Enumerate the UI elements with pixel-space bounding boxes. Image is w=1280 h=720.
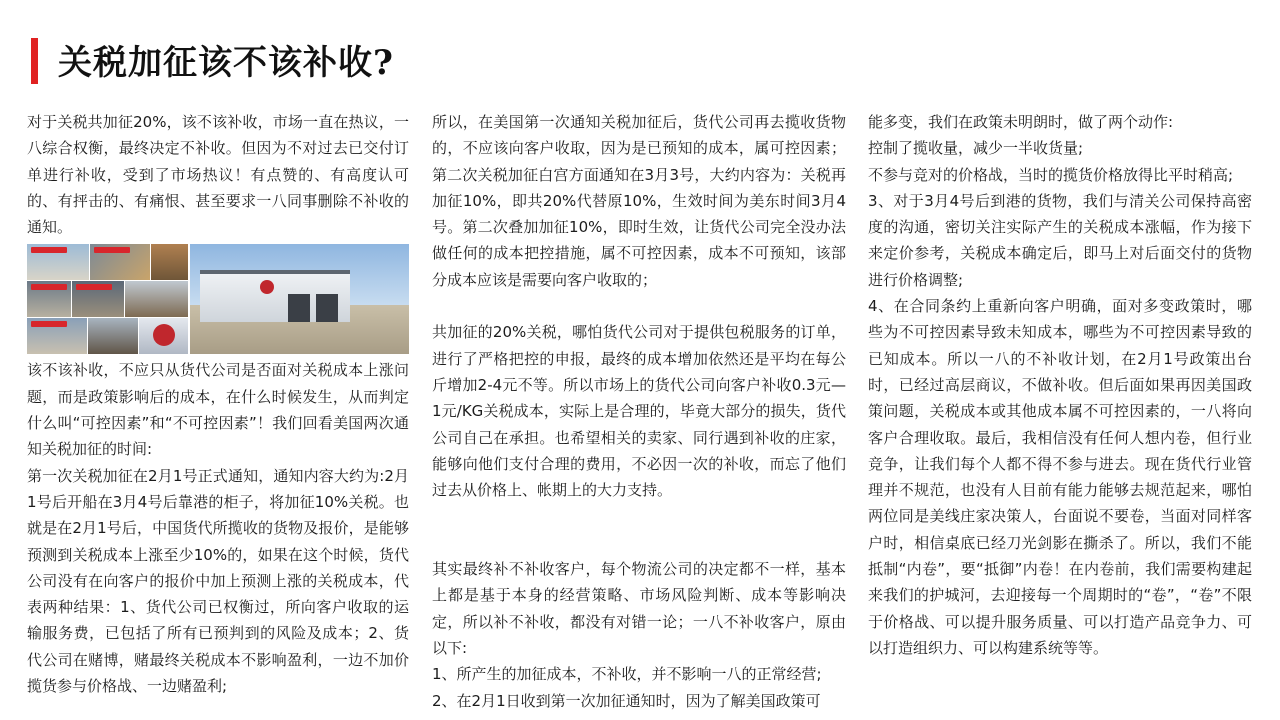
title-accent-bar xyxy=(31,38,38,84)
company-logo-icon xyxy=(153,324,175,346)
article-column-1 xyxy=(27,109,409,720)
warehouse-exterior-photo xyxy=(190,244,409,354)
photo-label-tag xyxy=(31,321,67,327)
photo-tile xyxy=(72,281,124,317)
paragraph: 控制了揽收量，减少一半收货量; xyxy=(868,139,1084,158)
photo-tile xyxy=(27,244,89,280)
photo-tile xyxy=(90,244,150,280)
photo-tile xyxy=(27,318,87,354)
article-column-3 xyxy=(868,109,1252,720)
paragraph: 其实最终补不补收客户，每个物流公司的决定都不一样，基本上都是基于本身的经营策略、市场风险判断、成本等影响决定，所以补不补收，都没有对错一论；一八不补收客户，原由以下: xyxy=(432,560,846,657)
photo-label-tag xyxy=(31,247,67,253)
article-column-2 xyxy=(432,109,846,720)
photo-tile xyxy=(151,244,188,280)
paragraph: 该不该补收，不应只从货代公司是否面对关税成本上涨问题，而是政策影响后的成本，在什么时候发生，从而判定什么叫“可控因素”和“不可控因素”！我们回看美国两次通知关税加征的时间: xyxy=(27,361,409,459)
paragraph: 所以，在美国第一次通知关税加征后，货代公司再去揽收货物的，不应该向客户收取，因为是已预知的成本，属可控因素；第二次关税加征白宫方面通知在3月3号，大约内容为：关税再加征10%，即共20%代替原10%，生效时间为美东时间3月4号。第二次叠加加征10%，即时生效，让货代公司完全没办法做任何的成本把控措施，属不可控因素，成本不可预知，该部分成本应该是需要向客户收取的； xyxy=(432,113,846,289)
photo-label-tag xyxy=(31,284,67,290)
paragraph: 3、对于3月4号后到港的货物，我们与清关公司保持高密度的沟通，密切关注实际产生的关税成本涨幅，作为接下来定价参考，关税成本确定后，即马上对后面交付的货物进行价格调整; xyxy=(868,191,1252,289)
loading-door xyxy=(316,294,338,322)
paragraph: 第一次关税加征在2月1号正式通知，通知内容大约为:2月1号后开船在3月4号后靠港的柜子，将加征10%关税。也就是在2月1号后，中国货代所揽收的货物及报价，是能够预测到关税成本上涨至少10%的，如果在这个时候，货代公司没有在向客户的报价中加上预测上涨的关税成本，代表两种结果：1、货代公司已权衡过，所向客户收取的运输服务费，已包括了所有已预判到的风险及成本；2、货代公司在赌博，赌最终关税成本不影响盈利，一边不加价揽货参与价格战、一边赌盈利; xyxy=(27,466,409,696)
photo-tile xyxy=(88,318,138,354)
photo-tile xyxy=(27,281,71,317)
page-title: 关税加征该不该补收? xyxy=(58,43,394,83)
photo-tile xyxy=(139,318,188,354)
warehouse-photo-collage xyxy=(27,244,409,354)
photo-label-tag xyxy=(94,247,130,253)
paragraph: 能多变，我们在政策未明朗时，做了两个动作: xyxy=(868,113,1174,131)
paragraph: 对于关税共加征20%，该不该补收，市场一直在热议，一八综合权衡，最终决定不补收。但因为不对过去已交付订单进行补收，受到了市场热议！有点赞的、有高度认可的、有抨击的、有痛恨、甚至要求一八同事删除不补收的通知。 xyxy=(27,113,409,237)
company-logo-icon xyxy=(260,280,274,294)
loading-door xyxy=(288,294,310,322)
paragraph: 共加征的20%关税，哪怕货代公司对于提供包税服务的订单，进行了严格把控的申报，最终的成本增加依然还是平均在每公斤增加2-4元不等。所以市场上的货代公司向客户补收0.3元—1元/KG关税成本，实际上是合理的，毕竟大部分的损失，货代公司自己在承担。也希望相关的卖家、同行遇到补收的庄家，能够向他们支付合理的费用，不必因一次的补收，而忘了他们过去从价格上、帐期上的大力支持。 xyxy=(432,323,846,500)
paragraph: 2、在2月1日收到第一次加征通知时，因为了解美国政策可 xyxy=(432,691,821,710)
paragraph-spacer xyxy=(432,503,846,529)
photo-tile xyxy=(125,281,188,317)
photo-label-tag xyxy=(76,284,112,290)
paragraph: 4、在合同条约上重新向客户明确，面对多变政策时，哪些为不可控因素导致未知成本，哪些为不可控因素导致的已知成本。所以一八的不补收计划，在2月1号政策出台时，已经过高层商议，不做补收。但后面如果再因美国政策问题，关税成本或其他成本属不可控因素的，一八将向客户合理收取。最后，我相信没有任何人想内卷，但行业竞争，让我们每个人都不得不参与进去。现在货代行业管理并不规范，也没有人目前有能力能够去规范起来，哪怕两位同是美线庄家决策人，台面说不要卷，当面对同样客户时，相信桌底已经刀光剑影在撕杀了。所以，我们不能抵制“内卷”，要“抵御”内卷！在内卷前，我们需要构建起来我们的护城河，去迎接每一个周期时的“卷”，“卷”不限于价格战、可以提升服务质量、可以打造产品竞争力、可以打造组织力、可以构建系统等等。 xyxy=(868,297,1252,657)
paragraph-spacer xyxy=(432,530,846,556)
paragraph: 不参与竞对的价格战，当时的揽货价格放得比平时稍高; xyxy=(868,165,1234,184)
paragraph-spacer xyxy=(432,293,846,319)
warehouse-building xyxy=(200,270,350,322)
paragraph: 1、所产生的加征成本，不补收，并不影响一八的正常经营; xyxy=(432,665,822,684)
